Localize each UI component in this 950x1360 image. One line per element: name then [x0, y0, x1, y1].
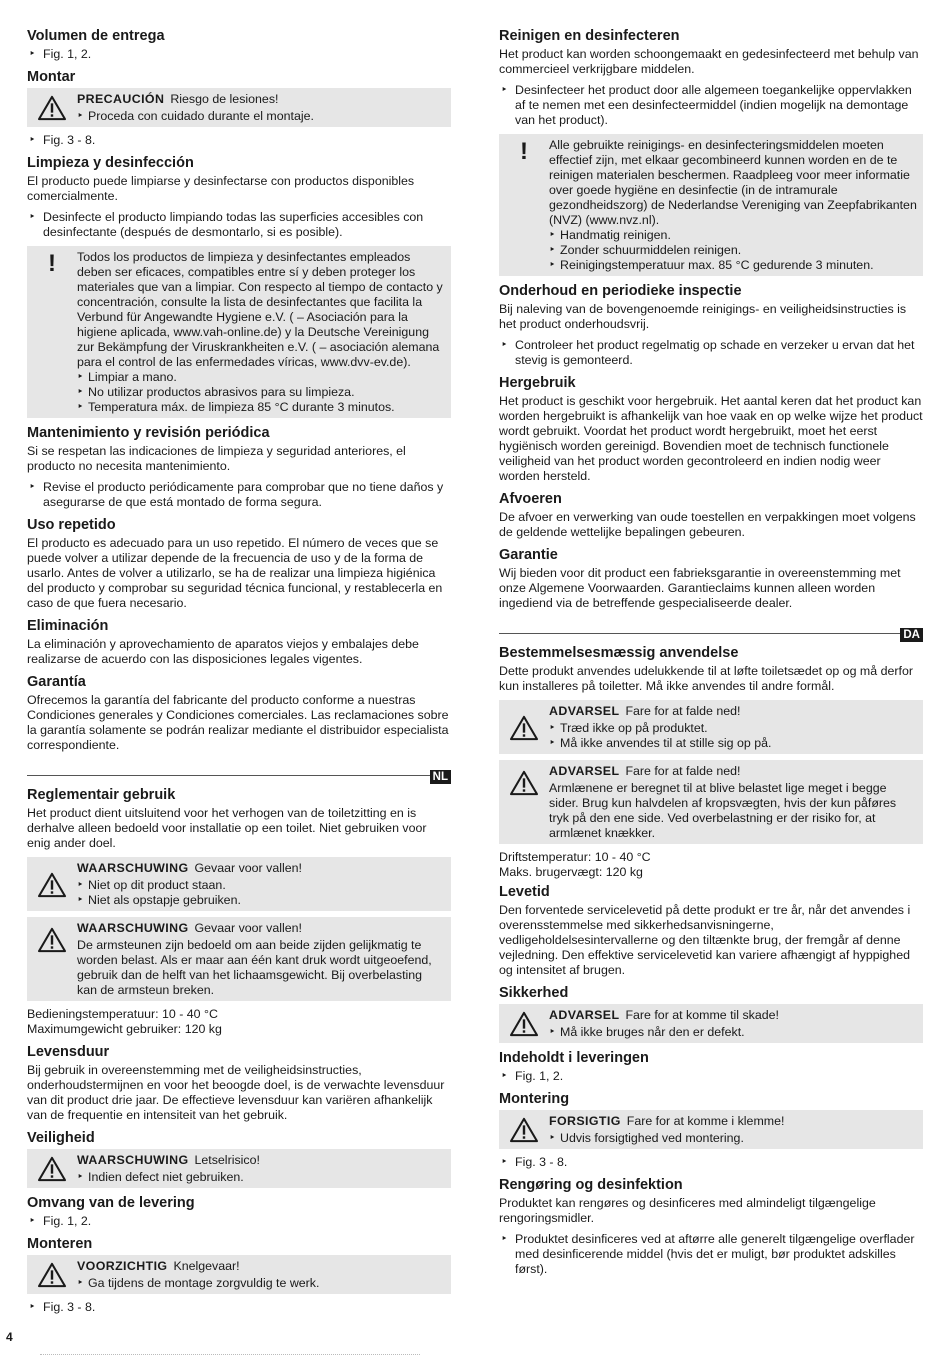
es-cleaning-item: ‣ No utilizar productos abrasivos para su limpieza. [77, 385, 445, 400]
es-mant-title: Mantenimiento y revisión periódica [27, 425, 270, 441]
nl-warning-text: Letselrisico! [194, 1153, 260, 1167]
da-mont-title: Montering [499, 1091, 570, 1107]
nl-garantie-text: Wij bieden voor dit product een fabrieksgarantie in overeenstemming met onze Algemene Voorwaarden. Garantieclaims kunnen alleen worden ingediend via de betreffende gespecialiseerde dealer. [499, 566, 901, 610]
da-warning-text: Fare for at falde ned! [625, 704, 741, 718]
warning-triangle-icon [509, 1011, 539, 1037]
es-limpieza-title: Limpieza y desinfección [27, 155, 194, 171]
es-limpieza-bullet: ‣ Desinfecte el producto limpiando todas las superficies accesibles con desinfectante (después de desmontarlo, si es posible). [27, 210, 451, 240]
da-temperature: Driftstemperatur: 10 - 40 °C [499, 850, 651, 864]
warning-triangle-icon [37, 1262, 67, 1288]
nl-ond-title: Onderhoud en periodieke inspectie [499, 283, 742, 299]
nl-herg-title: Hergebruik [499, 375, 576, 391]
exclamation-icon: ! [48, 250, 56, 277]
da-mont-fig: ‣ Fig. 3 - 8. [499, 1155, 923, 1170]
nl-omvang-title: Omvang van de levering [27, 1195, 195, 1211]
warning-triangle-icon [37, 927, 67, 953]
nl-warning-box-2 [27, 917, 451, 1001]
da-section-divider [499, 629, 923, 641]
warning-triangle-icon [37, 872, 67, 898]
nl-caution-item: ‣ Ga tijdens de montage zorgvuldig te werk. [77, 1276, 445, 1291]
nl-cleaning-item: ‣ Handmatig reinigen. [549, 228, 917, 243]
nl-garantie-title: Garantie [499, 547, 558, 563]
da-reng-bullet: ‣ Produktet desinficeres ved at aftørre alle generelt tilgængelige overflader med desinficerende middel (hvis det er muligt, bør produktet adskilles først). [499, 1232, 923, 1277]
nl-mont-fig: ‣ Fig. 3 - 8. [27, 1300, 451, 1315]
es-cleaning-note: Todos los productos de limpieza y desinfectantes empleados deben ser eficaces, compatibles entre sí y deben proteger los materiales que van a limpiar. Con respecto al tiempo de contacto y concentración, consulte la lista de desinfectantes que facilita la Verbund für Angewandte Hygiene e.V. ( – Asociación para la higiene aplicada, www.vah-online.de) y la Deutsche Vereinigung zur Bekämpfung der Viruskrankheiten e.V. ( – asociación alemana para el control de las enfermedades víricas, www.dvv-ev.de). [77, 250, 443, 369]
nl-rein-bullet: ‣ Desinfecteer het product door alle algemeen toegankelijke oppervlakken af te nemen met een desinfecteermiddel (indien mogelijk na demontage van het product). [499, 83, 923, 128]
da-indh-fig: ‣ Fig. 1, 2. [499, 1069, 923, 1084]
da-warning-box-1 [499, 700, 923, 754]
da-levetid-text: Den forventede servicelevetid på dette produkt er tre år, når det anvendes i overensstemmelse med sikkerhedsanvisningerne, vedligeholdelsesintervallerne og den tiltænkte brug, der fremgår af denne vejledning. Den effektive servicelevetid kan variere afhængigt af hyppighed og intensitet af brugen. [499, 903, 911, 977]
nl-mont-title: Monteren [27, 1236, 93, 1252]
warning-triangle-icon [37, 1156, 67, 1182]
nl-cleaning-note-box [499, 134, 923, 276]
da-warning-text: Fare for at falde ned! [625, 764, 741, 778]
nl-warning-item: ‣ Niet op dit product staan. [77, 878, 445, 893]
nl-temperature: Bedieningstemperatuur: 10 - 40 °C [27, 1007, 218, 1021]
da-warning-label: ADVARSEL [549, 704, 620, 718]
nl-warning-box-1 [27, 857, 451, 911]
nl-warning-box-3 [27, 1149, 451, 1188]
es-montar-fig: ‣ Fig. 3 - 8. [27, 133, 451, 148]
nl-section-divider [27, 771, 451, 783]
da-warning-label: ADVARSEL [549, 764, 620, 778]
da-warning-item: ‣ Må ikke bruges når den er defekt. [549, 1025, 917, 1040]
nl-warning-label: WAARSCHUWING [77, 1153, 189, 1167]
es-mant-bullet: ‣ Revise el producto periódicamente para comprobar que no tiene daños y asegurarse de que está montado de forma segura. [27, 480, 451, 510]
es-elim-text: La eliminación y aprovechamiento de aparatos viejos y embalajes debe realizarse de acuerdo con las disposiciones legales vigentes. [27, 637, 419, 666]
nl-caution-text: Knelgevaar! [173, 1259, 240, 1273]
es-mant-text: Si se respetan las indicaciones de limpieza y seguridad anteriores, el producto no necesita mantenimiento. [27, 444, 406, 473]
right-column [499, 24, 923, 1283]
exclamation-icon: ! [520, 138, 528, 165]
warning-triangle-icon [509, 770, 539, 796]
es-garantia-title: Garantía [27, 674, 86, 690]
da-caution-label: FORSIGTIG [549, 1114, 621, 1128]
nl-regl-title: Reglementair gebruik [27, 787, 176, 803]
nl-warning-label: WAARSCHUWING [77, 861, 189, 875]
nl-afv-text: De afvoer en verwerking van oude toestellen en verpakkingen moet volgens de geldende wettelijke bepalingen gebeuren. [499, 510, 916, 539]
es-cleaning-note-box [27, 246, 451, 418]
nl-levens-text: Bij gebruik in overeenstemming met de veiligheidsinstructies, onderhoudstermijnen en voor het beoogde doel, is de verwachte levensduur van dit product drie jaar. De effectieve levensduur kan variëren afhankelijk van de frequentie en intensiteit van het gebruik. [27, 1063, 445, 1122]
es-garantia-text: Ofrecemos la garantía del fabricante del producto conforme a nuestras Condiciones generales y Condiciones comerciales. Las reclamaciones sobre la garantía solamente se podrán realizar mediante el distribuidor especialista correspondiente. [27, 693, 449, 752]
nl-warning-body: De armsteunen zijn bedoeld om aan beide zijden gelijkmatig te worden belast. Als er maar aan één kant druk wordt uitgeoefend, gebruik dan de helft van het lichaamsgewicht. Bij overbelasting kan de armsteun breken. [77, 938, 432, 997]
nl-warning-text: Gevaar voor vallen! [194, 921, 302, 935]
es-caution-label: PRECAUCIÓN [77, 92, 165, 106]
nl-max-weight: Maximumgewicht gebruiker: 120 kg [27, 1022, 222, 1036]
es-uso-title: Uso repetido [27, 517, 116, 533]
left-column [27, 24, 451, 1321]
warning-triangle-icon [509, 1117, 539, 1143]
es-limpieza-text: El producto puede limpiarse y desinfectarse con productos disponibles comercialmente. [27, 174, 415, 203]
nl-warning-item: ‣ Niet als opstapje gebruiken. [77, 893, 445, 908]
da-best-text: Dette produkt anvendes udelukkende til at løfte toiletsædet op og må derfor kun installeres på toiletter. Må ikke anvendes til andre formål. [499, 664, 913, 693]
es-caution-item: ‣ Proceda con cuidado durante el montaje. [77, 109, 445, 124]
nl-regl-text: Het product dient uitsluitend voor het verhogen van de toiletzitting en is derhalve alleen bedoeld voor installatie op een toilet. Niet gebruiken voor enig ander doel. [27, 806, 427, 850]
da-warning-item: ‣ Træd ikke op på produktet. [549, 721, 917, 736]
da-warning-item: ‣ Må ikke anvendes til at stille sig op på. [549, 736, 917, 751]
nl-language-flag: NL [430, 770, 451, 784]
da-best-title: Bestemmelsesmæssig anvendelse [499, 645, 739, 661]
da-warning-box-2 [499, 760, 923, 844]
da-caution-text: Fare for at komme i klemme! [626, 1114, 785, 1128]
es-cleaning-item: ‣ Temperatura máx. de limpieza 85 °C durante 3 minutos. [77, 400, 445, 415]
da-caution-box [499, 1110, 923, 1149]
da-warning-box-3 [499, 1004, 923, 1043]
footer-divider [40, 1354, 420, 1358]
nl-omvang-fig: ‣ Fig. 1, 2. [27, 1214, 451, 1229]
warning-triangle-icon [37, 95, 67, 121]
da-caution-item: ‣ Udvis forsigtighed ved montering. [549, 1131, 917, 1146]
nl-afv-title: Afvoeren [499, 491, 562, 507]
nl-herg-text: Het product is geschikt voor hergebruik. Het aantal keren dat het product kan worden hergebruikt is afhankelijk van hoe vaak en op welke wijze het product wordt gebruikt. Voordat het product wordt hergebruikt, moet het eerst hygiënisch worden gereinigd. Bovendien moet de technisch functionele veiligheid van het product worden gecontroleerd en indien nodig weer worden hersteld. [499, 394, 923, 483]
nl-cleaning-item: ‣ Reinigingstemperatuur max. 85 °C gedurende 3 minuten. [549, 258, 917, 273]
nl-levens-title: Levensduur [27, 1044, 110, 1060]
nl-cleaning-note: Alle gebruikte reinigings- en desinfecteringsmiddelen moeten effectief zijn, met elkaar gecombineerd kunnen worden en de te reinigen materialen beschermen. Raadpleeg voor meer informatie over goede hygiëne en desinfectie (in de intramurale gezondheidszorg) de Nederlandse Vereniging van Zeepfabrikanten (NVZ) (www.nvz.nl). [549, 138, 917, 227]
da-language-flag: DA [900, 628, 923, 642]
nl-veil-title: Veiligheid [27, 1130, 95, 1146]
nl-warning-text: Gevaar voor vallen! [194, 861, 302, 875]
nl-warning-label: WAARSCHUWING [77, 921, 189, 935]
page-number: 4 [6, 1330, 13, 1344]
nl-ond-bullet: ‣ Controleer het product regelmatig op schade en verzeker u ervan dat het stevig is gemonteerd. [499, 338, 923, 368]
da-warning-body: Armlænene er beregnet til at blive belastet lige meget i begge sider. Brug kun halvdelen af kropsvægten, hvis der kun påføres tryk på den ene side. Ved overbelastning er der risiko for, at armlænet knækker. [549, 781, 897, 840]
es-volume-fig: ‣ Fig. 1, 2. [27, 47, 451, 62]
da-warning-label: ADVARSEL [549, 1008, 620, 1022]
da-levetid-title: Levetid [499, 884, 550, 900]
nl-caution-label: VOORZICHTIG [77, 1259, 168, 1273]
nl-warning-item: ‣ Indien defect niet gebruiken. [77, 1170, 445, 1185]
nl-rein-text: Het product kan worden schoongemaakt en gedesinfecteerd met behulp van commercieel verkrijgbare middelen. [499, 47, 919, 76]
es-elim-title: Eliminación [27, 618, 109, 634]
nl-rein-title: Reinigen en desinfecteren [499, 28, 680, 44]
nl-caution-box [27, 1255, 451, 1294]
da-reng-text: Produktet kan rengøres og desinficeres med almindeligt tilgængelige rengoringsmidler. [499, 1196, 876, 1225]
nl-cleaning-item: ‣ Zonder schuurmiddelen reinigen. [549, 243, 917, 258]
es-caution-text: Riesgo de lesiones! [170, 92, 279, 106]
warning-triangle-icon [509, 715, 539, 741]
es-volume-title: Volumen de entrega [27, 28, 165, 44]
es-montar-title: Montar [27, 69, 76, 85]
da-reng-title: Rengøring og desinfektion [499, 1177, 683, 1193]
da-indh-title: Indeholdt i leveringen [499, 1050, 649, 1066]
da-warning-text: Fare for at komme til skade! [625, 1008, 779, 1022]
es-caution-box [27, 88, 451, 127]
da-sikk-title: Sikkerhed [499, 985, 569, 1001]
es-uso-text: El producto es adecuado para un uso repetido. El número de veces que se puede volver a utilizar depende de la frecuencia de uso y de la forma de usarlo. Antes de volver a utilizarlo, se ha de realizar una limpieza higiénica del producto y comprobar su seguridad técnica funcional, y restablecerla en caso de que fuera necesario. [27, 536, 443, 610]
nl-ond-text: Bij naleving van de bovengenoemde reinigings- en veiligheidsinstructies is het product onderhoudsvrij. [499, 302, 907, 331]
es-cleaning-item: ‣ Limpiar a mano. [77, 370, 445, 385]
da-max-weight: Maks. brugervægt: 120 kg [499, 865, 643, 879]
